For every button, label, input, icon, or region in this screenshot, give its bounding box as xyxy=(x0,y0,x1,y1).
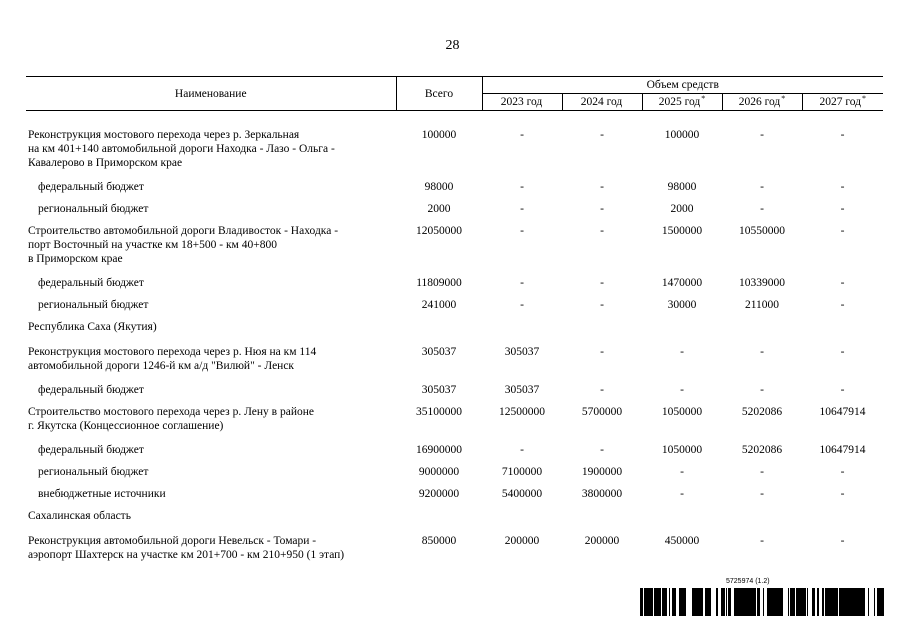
cell-y2027: - xyxy=(840,129,845,141)
cell-total: 305037 xyxy=(421,384,457,396)
cell-y2026: 10339000 xyxy=(739,277,785,289)
cell-y2027: - xyxy=(840,299,845,311)
cell-y2026: - xyxy=(760,129,764,141)
cell-y2023: 5400000 xyxy=(501,488,543,500)
cell-y2027: - xyxy=(840,466,845,478)
cell-y2026 xyxy=(722,317,802,342)
cell-y2025: - xyxy=(680,466,684,478)
cell-total: 850000 xyxy=(421,535,457,547)
cell-y2026: - xyxy=(760,384,764,396)
cell-y2024: - xyxy=(600,181,604,193)
cell-y2026 xyxy=(722,506,802,531)
cell-total: 35100000 xyxy=(416,406,462,418)
cell-y2025 xyxy=(642,506,722,531)
cell-y2027: - xyxy=(840,384,845,396)
row-name: Строительство автомобильной дороги Владивосток - Находка - порт Восточный на участке км 18+500 - км 40+800 в Приморском крае xyxy=(28,225,339,265)
funding-source-row xyxy=(26,440,883,462)
budget-table xyxy=(26,76,883,569)
funding-source-row xyxy=(26,177,883,199)
barcode xyxy=(640,578,885,618)
cell-total: 16900000 xyxy=(416,444,462,456)
row-name: Реконструкция мостового перехода через р. Нюя на км 114 автомобильной дороги 1246-й км а/д "Вилюй" - Ленск xyxy=(28,346,317,372)
cell-y2027: - xyxy=(840,535,845,547)
funding-source-row xyxy=(26,462,883,484)
cell-y2024 xyxy=(562,506,642,531)
cell-total: 12050000 xyxy=(416,225,462,237)
cell-y2027: - xyxy=(840,277,845,289)
cell-y2025: 1050000 xyxy=(661,444,703,456)
cell-y2026: - xyxy=(760,535,764,547)
barcode-bars xyxy=(640,588,885,616)
row-name: Республика Саха (Якутия) xyxy=(28,321,157,333)
row-name: федеральный бюджет xyxy=(38,277,144,289)
cell-y2023 xyxy=(482,506,562,531)
cell-y2024: - xyxy=(600,384,604,396)
cell-y2024: 1900000 xyxy=(581,466,623,478)
cell-y2026: - xyxy=(760,346,764,358)
header-year-2026: 2026 год* xyxy=(722,94,802,111)
cell-y2025: 100000 xyxy=(664,129,700,141)
header-volume: Объем средств xyxy=(482,77,883,94)
row-name: федеральный бюджет xyxy=(38,444,144,456)
cell-y2023: - xyxy=(520,181,524,193)
header-year-2027: 2027 год* xyxy=(802,94,883,111)
header-name: Наименование xyxy=(26,77,396,111)
cell-y2026: - xyxy=(760,488,764,500)
cell-y2025: 2000 xyxy=(670,203,694,215)
cell-y2023: - xyxy=(520,225,524,237)
cell-y2023: 305037 xyxy=(504,384,540,396)
cell-y2024: - xyxy=(600,299,604,311)
cell-y2024: 200000 xyxy=(584,535,620,547)
header-total: Всего xyxy=(396,77,482,111)
funding-source-row xyxy=(26,484,883,506)
barcode-number: 5725974 (1.2) xyxy=(726,578,770,585)
row-name: Реконструкция мостового перехода через р. Зеркальная на км 401+140 автомобильной дороги Находка - Лазо - Ольга - Кавалерово в Приморском крае xyxy=(28,129,335,169)
cell-total: 241000 xyxy=(421,299,457,311)
cell-y2026: 10550000 xyxy=(739,225,785,237)
row-name: региональный бюджет xyxy=(38,299,149,311)
cell-y2025: 1470000 xyxy=(661,277,703,289)
cell-y2027: - xyxy=(840,488,845,500)
cell-y2023: - xyxy=(520,129,524,141)
cell-y2023: 7100000 xyxy=(501,466,543,478)
cell-total: 11809000 xyxy=(416,277,462,289)
cell-y2027: - xyxy=(840,181,845,193)
cell-total: 98000 xyxy=(424,181,454,193)
cell-y2024: - xyxy=(600,444,604,456)
region-row xyxy=(26,506,883,531)
funding-source-row xyxy=(26,199,883,221)
cell-y2024: - xyxy=(600,277,604,289)
cell-total: 305037 xyxy=(421,346,457,358)
row-name: Сахалинская область xyxy=(28,510,131,522)
project-row xyxy=(26,221,883,273)
cell-total: 2000 xyxy=(427,203,451,215)
row-name: федеральный бюджет xyxy=(38,181,144,193)
cell-y2027 xyxy=(802,317,883,342)
project-row xyxy=(26,402,883,440)
cell-y2027: - xyxy=(840,346,845,358)
cell-y2026: - xyxy=(760,203,764,215)
cell-y2024: 3800000 xyxy=(581,488,623,500)
project-row xyxy=(26,342,883,380)
cell-total xyxy=(396,317,482,342)
cell-y2025: - xyxy=(680,346,684,358)
row-name: внебюджетные источники xyxy=(38,488,166,500)
page-number: 28 xyxy=(445,38,460,53)
cell-y2027 xyxy=(802,506,883,531)
cell-y2023: - xyxy=(520,277,524,289)
cell-y2027: - xyxy=(840,225,845,237)
cell-y2026: 211000 xyxy=(744,299,780,311)
cell-y2024: 5700000 xyxy=(581,406,623,418)
funding-source-row xyxy=(26,380,883,402)
cell-total: 9200000 xyxy=(418,488,460,500)
header-year-2023: 2023 год xyxy=(482,94,562,111)
region-row xyxy=(26,317,883,342)
cell-y2027: - xyxy=(840,203,845,215)
row-name: Реконструкция автомобильной дороги Невельск - Томари - аэропорт Шахтерск на участке км 201+700 - км 210+950 (1 этап) xyxy=(28,535,345,561)
cell-y2025: 1500000 xyxy=(661,225,703,237)
cell-total: 100000 xyxy=(421,129,457,141)
row-name: Строительство мостового перехода через р. Лену в районе г. Якутска (Концессионное соглашение) xyxy=(28,406,315,432)
row-name: федеральный бюджет xyxy=(38,384,144,396)
cell-y2025: 1050000 xyxy=(661,406,703,418)
cell-y2023: - xyxy=(520,203,524,215)
cell-total: 9000000 xyxy=(418,466,460,478)
funding-source-row xyxy=(26,295,883,317)
header-year-2025: 2025 год* xyxy=(642,94,722,111)
row-name: региональный бюджет xyxy=(38,466,149,478)
cell-y2024: - xyxy=(600,346,604,358)
project-row xyxy=(26,531,883,569)
cell-y2023: - xyxy=(520,299,524,311)
cell-y2025: 450000 xyxy=(664,535,700,547)
funding-source-row xyxy=(26,273,883,295)
cell-y2023: 200000 xyxy=(504,535,540,547)
cell-y2027: 10647914 xyxy=(819,444,866,456)
cell-y2027: 10647914 xyxy=(819,406,866,418)
cell-y2024 xyxy=(562,317,642,342)
cell-y2025 xyxy=(642,317,722,342)
cell-y2023: - xyxy=(520,444,524,456)
cell-y2026: 5202086 xyxy=(741,444,783,456)
cell-y2026: - xyxy=(760,466,764,478)
row-name: региональный бюджет xyxy=(38,203,149,215)
table-body xyxy=(26,111,883,570)
project-row xyxy=(26,125,883,177)
cell-y2023: 305037 xyxy=(504,346,540,358)
cell-y2024: - xyxy=(600,129,604,141)
cell-y2025: 98000 xyxy=(667,181,697,193)
cell-y2023: 12500000 xyxy=(499,406,545,418)
cell-y2024: - xyxy=(600,203,604,215)
cell-y2023 xyxy=(482,317,562,342)
cell-y2026: - xyxy=(760,181,764,193)
cell-y2025: - xyxy=(680,488,684,500)
spacer-row xyxy=(26,111,883,126)
cell-total xyxy=(396,506,482,531)
cell-y2025: 30000 xyxy=(667,299,697,311)
cell-y2025: - xyxy=(680,384,684,396)
cell-y2026: 5202086 xyxy=(741,406,783,418)
header-year-2024: 2024 год xyxy=(562,94,642,111)
cell-y2024: - xyxy=(600,225,604,237)
